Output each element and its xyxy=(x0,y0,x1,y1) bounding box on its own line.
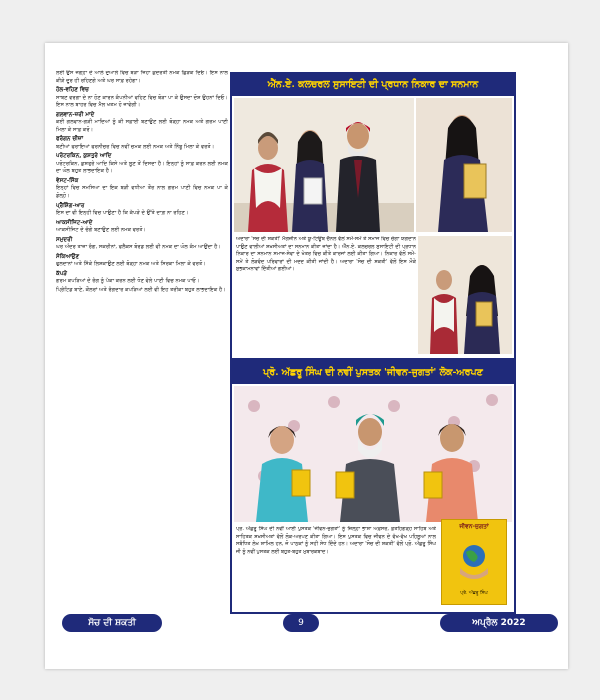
section-heading: ਵੇਸਟ-ਸਿੰਕ xyxy=(56,177,79,184)
section-heading: ਗਲਵਾਨ-ਜ਼ਰੀ ਮਾਦੇ xyxy=(56,111,95,118)
section-heading: ਸੇਕਿਆਉਣ xyxy=(56,253,80,260)
section-text: ਇਨ੍ਹਾਂ ਵਿਚ ਸਮਸਿਆ ਦਾ ਇਕ ਬੜੀ ਵਧੀਆ ਤੌਰ ਨਾਲ ਗਰਮ ਪਾਣੀ ਵਿਚ ਨਮਕ ਪਾ ਕੇ ਡੋਲ੍ਹੋ। xyxy=(56,185,228,199)
award-photo-portrait xyxy=(416,98,512,232)
section-heading: ਕੱਪੜੇ xyxy=(56,270,68,277)
award-article-headline: ਐੱਨ.ਏ. ਕਲਚਰਲ ਸੁਸਾਇਟੀ ਦੀ ਪ੍ਰਧਾਨ ਨਿਕਾਰ ਦਾ ਸਨਮਾਨ xyxy=(232,74,514,96)
section-text: ਫੁਲਦਾਨਾਂ ਅਤੇ ਸਿੱਕੇ ਲਿਸ਼ਕਾਉਣ ਲਈ ਥੋੜ੍ਹਾ ਨਮਕ ਅਤੇ ਸਿਰਕਾ ਮਿਲਾ ਕੇ ਵਰਤੋ। xyxy=(56,260,206,267)
globe-hands-icon xyxy=(458,542,490,582)
footer-issue-date: ਅਪ੍ਰੈਲ 2022 xyxy=(440,614,558,632)
award-photo-pair xyxy=(418,236,512,354)
page-number: 9 xyxy=(283,614,319,632)
section-heading: ਪ੍ਰੈਸ਼ਿੰਗ-ਆਰ xyxy=(56,202,85,209)
book-launch-photo xyxy=(234,386,512,522)
award-pair-illustration xyxy=(418,236,512,354)
book-launch-headline: ਪ੍ਰੋ. ਅੱਛਰੂ ਸਿੰਘ ਦੀ ਨਵੀਂ ਪੁਸਤਕ 'ਜੀਵਨ-ਜੁਗਤਾਂ' ਲੋਕ-ਅਰਪਣ xyxy=(232,362,514,384)
section-text: ਆਕਸੀਜਿਟ ਦੇ ਚੰਗੇ ਬਣਾਉਣ ਲਈ ਨਮਕ ਵਰਤੋ। xyxy=(56,226,147,233)
left-article-column xyxy=(56,70,228,606)
section-heading: ਸਮੁਦਰੀ xyxy=(56,236,73,243)
article-intro: ਲਈ ਉਸ ਜਗ੍ਹਾ ਦੇ ਆਲੇ ਦੁਆਲੇ ਵਿਚ ਥੋੜਾ ਜਿਹਾ ਕੁਦਰਤੀ ਨਮਕ ਛਿੜਕ ਦਿਓ। ਇਸ ਨਾਲ ਕੀੜੇ ਦੂਰ ਹੀ ਰਹਿਣਗੇ ਅਤੇ ਘਰ ਸਾਫ਼ ਰਹੇਗਾ। xyxy=(56,70,228,84)
award-article-box xyxy=(230,72,516,360)
section-text: ਪ੍ਰਿੰਟਿਡ ਬਾਣੇ, ਕੌਲਰਾਂ ਅਤੇ ਰੰਗਦਾਰ ਕਪੜਿਆਂ ਲਈ ਵੀ ਇਹ ਤਰੀਕਾ ਬਹੁਤ ਲਾਭਦਾਇਕ ਹੈ। xyxy=(56,286,226,293)
section-heading: ਪਰੋਟਰਕਿਨ, ਕੁਸ਼ਤੁਰੇ ਆਦਿ xyxy=(56,153,112,160)
footer-magazine-name: ਸੋਚ ਦੀ ਸ਼ਕਤੀ xyxy=(62,614,162,632)
section-text: ਗਰਮ ਕਪੜਿਆਂ ਦੇ ਰੰਗ ਨੂੰ ਪੱਕਾ ਕਰਨ ਲਈ ਧੋਣ ਵੇਲੇ ਪਾਣੀ ਵਿਚ ਨਮਕ ਪਾਓ। xyxy=(56,277,200,284)
section-heading: ਹੋਲ-ਵਹਿਣ ਵਿਚ xyxy=(56,87,89,94)
section-heading: ਫਰੰਗਨ ਚੀਜ਼ਾਂ xyxy=(56,136,84,143)
award-portrait-illustration xyxy=(416,98,512,232)
section-text: ਘਰ ਅੰਦਰ ਤਾਜ਼ਾ ਰੰਗ, ਸਕਰੀਨਾਂ, ਫਲੈਕਸ ਬੋਰਡ ਲਈ ਵੀ ਨਮਕ ਦਾ ਘੋਲ ਕੰਮ ਆਉਂਦਾ ਹੈ। xyxy=(56,243,221,250)
section-heading: ਆਕਸੀਜਿਟ-ਆਦੇ xyxy=(56,219,93,226)
book-cover xyxy=(441,519,507,605)
book-launch-illustration xyxy=(234,386,512,522)
section-text: ਸਾਬਣ ਵਰਗਾ ਦੇ ਨਾ ਹੋਣ ਕਾਰਨ ਕੰਪਨੀਆਂ ਵਹਿਣ ਵਿਚ ਥੋੜਾ ਪਾ ਕੇ ਉਸਦਾ ਦੋਸ਼ ਉਹਨਾਂ ਦਿਓ। ਇਸ ਨਾਲ ਬਾਹਰ ਵਿਚ ਮੈਲ ਖਤਮ ਹੋ ਜਾਵੇਗੀ। xyxy=(56,94,228,109)
section-text: ਕਈ ਗਲਵਾਨ-ਗੜੀ ਮਾਦਿਆਂ ਨੂੰ ਕੀ ਸਫ਼ਾਈ ਬਣਾਉਣ ਲਈ ਥੋੜ੍ਹਾ ਨਮਕ ਅਤੇ ਗਰਮ ਪਾਣੀ ਮਿਲਾ ਕੇ ਸਾਫ਼ ਕਰੋ। xyxy=(56,119,228,133)
award-photo-group xyxy=(234,98,414,232)
book-cover-author: ਪ੍ਰੋ. ਅੱਛਰੂ ਸਿੰਘ xyxy=(460,591,488,596)
book-launch-caption: ਪ੍ਰੋ. ਅੱਛਰੂ ਸਿੰਘ ਦੀ ਨਵੀਂ ਆਈ ਪੁਸਤਕ 'ਜੀਵਨ-ਜੁਗਤਾਂ' ਨੂੰ ਜ਼ਿਲ੍ਹਾ ਭਾਸ਼ਾ ਅਫ਼ਸਰ, ਫ਼ਤਹਿਗੜ੍ਹ ਸਾਹਿਬ ਅਤੇ ਸਾਹਿਤਕ ਸ਼ਖ਼ਸੀਅਤਾਂ ਵੱਲੋਂ ਲੋਕ-ਅਰਪਣ ਕੀਤਾ ਗਿਆ। ਇਸ ਪੁਸਤਕ ਵਿਚ ਜੀਵਨ ਦੇ ਵੱਖ-ਵੱਖ ਪਹਿਲੂਆਂ ਨਾਲ ਸਬੰਧਿਤ ਲੇਖ ਸ਼ਾਮਿਲ ਹਨ, ਜੋ ਪਾਠਕਾਂ ਨੂੰ ਸਹੀ ਸੇਧ ਦਿੰਦੇ ਹਨ। ਅਦਾਰਾ 'ਸੋਚ ਦੀ ਸ਼ਕਤੀ' ਵੱਲੋਂ ਪ੍ਰੋ. ਅੱਛਰੂ ਸਿੰਘ ਜੀ ਨੂੰ ਨਵੀਂ ਪੁਸਤਕ ਲਈ ਬਹੁਤ-ਬਹੁਤ ਮੁਬਾਰਕਬਾਦ। xyxy=(236,526,436,555)
section-text: ਪਰੋਟਰਕਿਨ, ਕੁਸ਼ਤੁਰੇ ਆਦਿ ਕਿਸੇ ਅਤੇ ਲੂਣ ਤੋਂ ਦਿਸਦਾ ਹੈ। ਇਨ੍ਹਾਂ ਨੂੰ ਸਾਫ਼ ਕਰਨ ਲਈ ਨਮਕ ਦਾ ਘੋਲ ਬਹੁਤ ਲਾਭਦਾਇਕ ਹੈ। xyxy=(56,160,228,175)
award-article-caption: ਅਦਾਰਾ 'ਸੋਚ ਦੀ ਸ਼ਕਤੀ' ਮੈਗਜ਼ੀਨ ਅਤੇ ਯੂ-ਟਿਊਬ ਚੈਨਲ ਵੱਲੋਂ ਸਮੇਂ-ਸਮੇਂ ਤੇ ਸਮਾਜ ਵਿਚ ਚੰਗਾ ਯੋਗਦਾਨ ਪਾਉਣ ਵਾਲੀਆਂ ਸ਼ਖ਼ਸੀਅਤਾਂ ਦਾ ਸਨਮਾਨ ਕੀਤਾ ਜਾਂਦਾ ਹੈ। ਐੱਨ.ਏ. ਕਲਚਰਲ ਸੁਸਾਇਟੀ ਦੀ ਪ੍ਰਧਾਨ ਨਿਕਾਰ ਦਾ ਸਨਮਾਨ ਸਮਾਜ-ਸੇਵਾ ਦੇ ਖੇਤਰ ਵਿਚ ਕੀਤੇ ਕਾਰਜਾਂ ਲਈ ਕੀਤਾ ਗਿਆ। ਨਿਕਾਰ ਵੱਲੋਂ ਸਮੇਂ-ਸਮੇਂ ਤੇ ਲੋੜਵੰਦ ਪਰਿਵਾਰਾਂ ਦੀ ਮਦਦ ਕੀਤੀ ਜਾਂਦੀ ਹੈ। ਅਦਾਰਾ 'ਸੋਚ ਦੀ ਸ਼ਕਤੀ' ਵੱਲੋਂ ਇਸ ਮੌਕੇ ਸ਼ੁਭਕਾਮਨਾਵਾਂ ਦਿੱਤੀਆਂ ਗਈਆਂ। xyxy=(236,236,416,273)
book-cover-title: ਜੀਵਨ-ਜੁਗਤਾਂ xyxy=(459,523,489,530)
section-text: ਇਸ ਦਾ ਵੀ ਇਨ੍ਹੀ ਵਿਚ ਪਾਉਣਾ ਹੈ ਕਿ ਕੱਪੜੇ ਦੇ ਉੱਤੇ ਦਾਗ਼ ਨਾ ਰਹਿਣ। xyxy=(56,209,189,216)
section-text: ਬਣੀਆਂ ਫਰਾਇਆਂ ਫਰਨੀਚਰ ਵਿਚ ਨਵੀਂ ਚਮਕ ਲਈ ਨਮਕ ਅਤੇ ਨਿੰਬੂ ਮਿਲਾ ਕੇ ਵਰਤੋ। xyxy=(56,143,215,150)
award-photo-illustration xyxy=(234,98,414,232)
